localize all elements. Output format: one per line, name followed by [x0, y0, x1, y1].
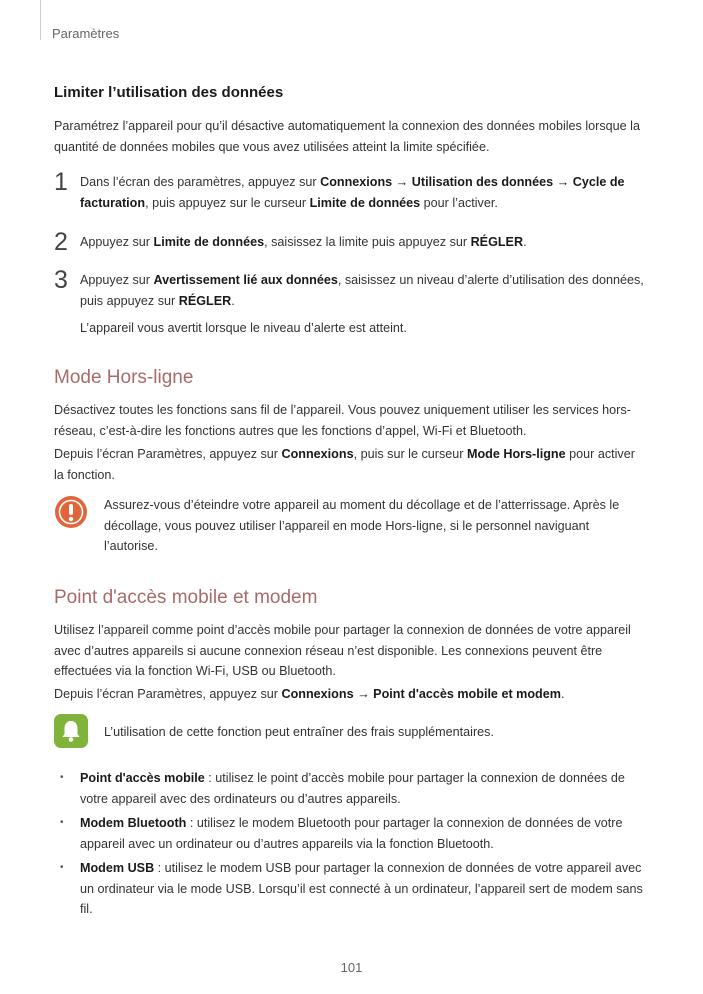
hotspot-instruction: Depuis l’écran Paramètres, appuyez sur Connexions → Point d'accès mobile et modem.	[54, 687, 565, 701]
hotspot-intro: Utilisez l’appareil comme point d’accès mobile pour partager la connexion de données de votre appareil avec d’autres appareils si aucune connexion réseau n’est disponible. Les connexions peuvent être effectuées via la fonction Wi-Fi, USB ou Bluetooth.	[54, 623, 631, 678]
running-header: Paramètres	[52, 26, 120, 41]
step-text: Dans l’écran des paramètres, appuyez sur Connexions → Utilisation des données → Cycle de facturation, puis appuyez sur le curseur Limite de données pour l’activer.	[80, 175, 625, 210]
flight-mode-intro: Désactivez toutes les fonctions sans fil de l’appareil. Vous pouvez uniquement utiliser les services hors-réseau, c’est-à-dire les fonctions autres que les fonctions d’appel, Wi-Fi et Bluetooth.	[54, 403, 631, 438]
section-title-data-limit: Limiter l’utilisation des données	[54, 84, 284, 101]
section-title-flight-mode: Mode Hors-ligne	[54, 367, 194, 388]
step-number: 3	[54, 266, 68, 294]
flight-mode-instruction: Depuis l’écran Paramètres, appuyez sur Connexions, puis sur le curseur Mode Hors-ligne pour activer la fonction.	[54, 447, 635, 482]
section-title-hotspot: Point d'accès mobile et modem	[54, 587, 318, 608]
caution-text: Assurez-vous d’éteindre votre appareil au moment du décollage et de l’atterrissage. Après le décollage, vous pouvez utiliser l’appareil en mode Hors-ligne, si le personnel naviguant l’autorise.	[104, 498, 620, 553]
bell-icon	[54, 714, 88, 748]
step-number: 2	[54, 228, 68, 256]
info-note-text: L’utilisation de cette fonction peut entraîner des frais supplémentaires.	[104, 725, 494, 739]
step-3-note: L’appareil vous avertit lorsque le niveau d’alerte est atteint.	[80, 321, 407, 335]
header-corner-rule	[40, 0, 41, 40]
list-item: • Modem Bluetooth : utilisez le modem Bluetooth pour partager la connexion de données de votre appareil avec un ordinateur ou d’autres appareils via la fonction Bluetooth.	[54, 813, 646, 854]
data-limit-intro: Paramétrez l’appareil pour qu’il désactive automatiquement la connexion des données mobiles lorsque la quantité de données mobiles que vous avez utilisées atteint la limite spécifiée.	[54, 119, 640, 154]
warning-icon	[54, 495, 88, 529]
step-text: Appuyez sur Limite de données, saisissez la limite puis appuyez sur RÉGLER.	[80, 235, 527, 249]
hotspot-options-list	[54, 768, 654, 924]
page-number: 101	[340, 960, 363, 975]
list-item: • Point d'accès mobile : utilisez le point d’accès mobile pour partager la connexion de données de votre appareil avec des ordinateurs ou d’autres appareils.	[54, 768, 646, 809]
step-text: Appuyez sur Avertissement lié aux données, saisissez un niveau d’alerte d’utilisation des données, puis appuyez sur RÉGLER.	[80, 273, 644, 308]
step-number: 1	[54, 168, 68, 196]
list-item: • Modem USB : utilisez le modem USB pour partager la connexion de données de votre appareil avec un ordinateur via le mode USB. Lorsqu’il est connecté à un ordinateur, l’appareil sert de modem sans fil.	[54, 858, 646, 920]
